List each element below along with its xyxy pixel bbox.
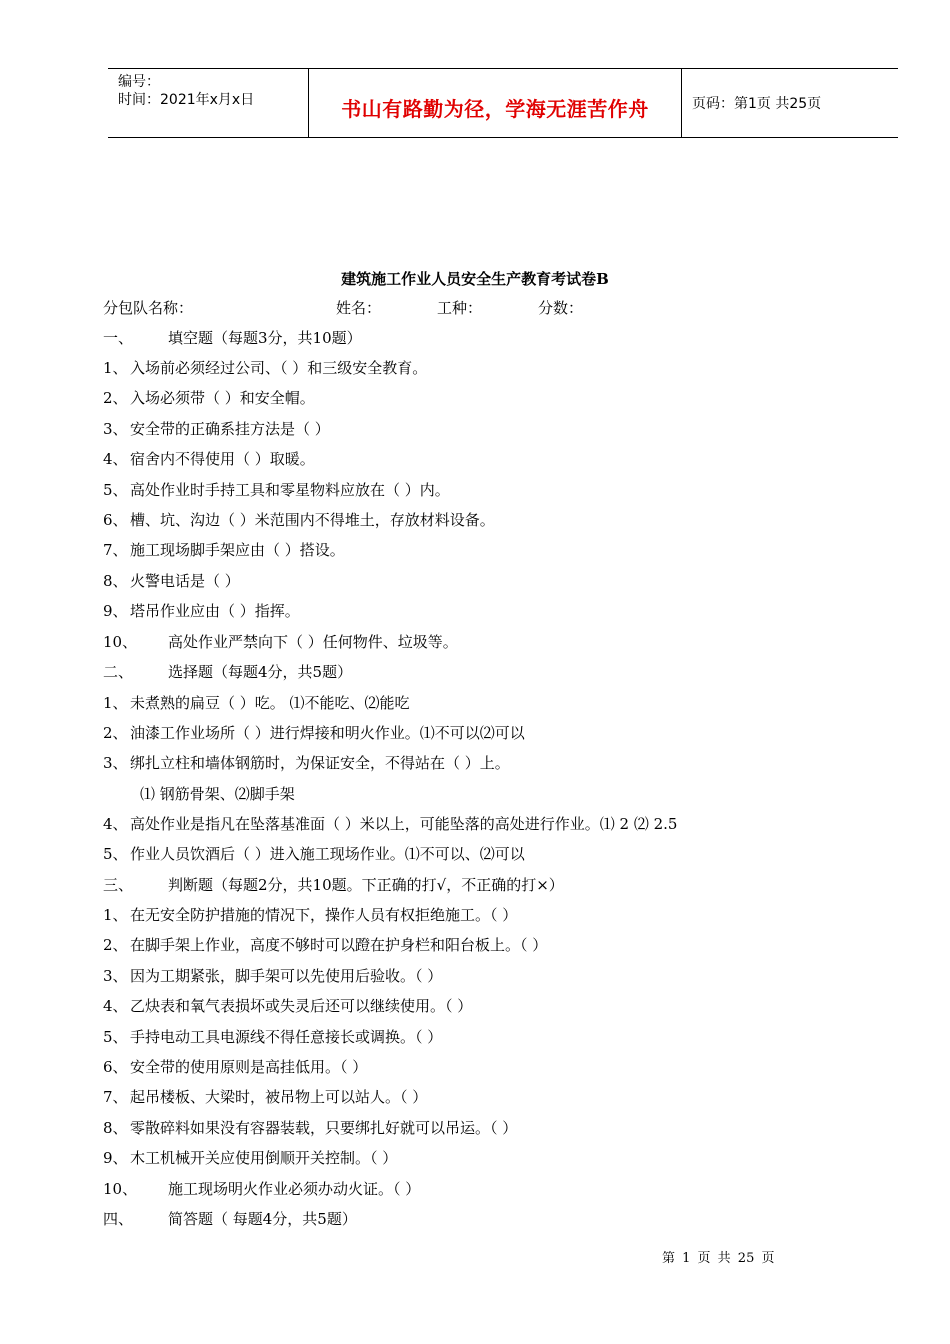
exam-title: 建筑施工作业人员安全生产教育考试卷B (341, 270, 609, 288)
item-text: 高处作业时手持工具和零星物料应放在（ ）内。 (130, 481, 450, 499)
item-number: 1、 (103, 694, 128, 712)
item-text: 手持电动工具电源线不得任意接长或调换。（ ） (130, 1028, 443, 1046)
item-number: 5、 (103, 1028, 128, 1046)
motto: 书山有路勤为径，学海无涯苦作舟 (341, 97, 649, 121)
item-number: 3、 (103, 967, 128, 985)
item-text: 在脚手架上作业，高度不够时可以蹬在护身栏和阳台板上。（ ） (130, 936, 548, 954)
team-name-field: 分包队名称： (103, 299, 194, 317)
item-number: 4、 (103, 450, 128, 468)
item-text: 入场前必须经过公司、（ ）和三级安全教育。 (130, 359, 428, 377)
item-text: 施工现场明火作业必须办动火证。（ ） (168, 1180, 421, 1198)
section-title: 简答题（ 每题4分，共5题） (168, 1210, 357, 1228)
page-footer: 第 1 页 共 25 页 (662, 1251, 775, 1266)
item-number: 2、 (103, 724, 128, 742)
item-number: 8、 (103, 1119, 128, 1137)
item-number: 1、 (103, 359, 128, 377)
score-field: 分数： (538, 299, 584, 317)
date-label: 时间：2021年x月x日 (118, 92, 255, 108)
item-number: 3、 (103, 754, 128, 772)
item-text: 因为工期紧张，脚手架可以先使用后验收。（ ） (130, 967, 443, 985)
section-number: 二、 (103, 663, 134, 681)
item-number: 5、 (103, 481, 128, 499)
item-text: 塔吊作业应由（ ）指挥。 (130, 602, 300, 620)
item-number: 5、 (103, 845, 128, 863)
item-number: 2、 (103, 389, 128, 407)
code-label: 编号： (118, 74, 160, 90)
item-text: 绑扎立柱和墙体钢筋时，为保证安全，不得站在（ ）上。 (130, 754, 510, 772)
item-text: 乙炔表和氧气表损坏或失灵后还可以继续使用。（ ） (130, 997, 473, 1015)
section-title: 选择题（每题4分，共5题） (168, 663, 353, 681)
item-number: 4、 (103, 997, 128, 1015)
item-text: 高处作业严禁向下（ ）任何物件、垃圾等。 (168, 633, 458, 651)
item-number: 6、 (103, 511, 128, 529)
item-number: 3、 (103, 420, 128, 438)
item-text: 火警电话是（ ） (130, 572, 240, 590)
item-number: 2、 (103, 936, 128, 954)
item-text: 入场必须带（ ）和安全帽。 (130, 389, 315, 407)
header-left-cell (108, 69, 309, 137)
document-header (108, 68, 898, 138)
item-text: 施工现场脚手架应由（ ）搭设。 (130, 541, 345, 559)
item-text: 宿舍内不得使用（ ）取暖。 (130, 450, 315, 468)
item-text: 安全带的正确系挂方法是（ ） (130, 420, 330, 438)
item-text: 高处作业是指凡在坠落基准面（ ）米以上，可能坠落的高处进行作业。⑴ 2 ⑵ 2.5 (130, 815, 678, 833)
trade-field: 工种： (437, 299, 483, 317)
item-text: 槽、坑、沟边（ ）米范围内不得堆土，存放材料设备。 (130, 511, 495, 529)
item-number: 1、 (103, 906, 128, 924)
header-middle-cell (309, 69, 682, 137)
item-number: 9、 (103, 1149, 128, 1167)
item-text: 未煮熟的扁豆（ ）吃。 ⑴不能吃、⑵能吃 (130, 694, 410, 712)
section-title: 判断题（每题2分，共10题。下正确的打√，不正确的打×） (168, 876, 564, 894)
name-field: 姓名： (336, 299, 382, 317)
header-right-cell (682, 69, 898, 137)
item-text: 作业人员饮酒后（ ）进入施工现场作业。⑴不可以、⑵可以 (130, 845, 525, 863)
item-number: 6、 (103, 1058, 128, 1076)
item-number: 4、 (103, 815, 128, 833)
item-text: 零散碎料如果没有容器装载，只要绑扎好就可以吊运。（ ） (130, 1119, 518, 1137)
item-text: 木工机械开关应使用倒顺开关控制。（ ） (130, 1149, 398, 1167)
item-number: 10、 (103, 1180, 138, 1198)
item-number: 8、 (103, 572, 128, 590)
section-number: 三、 (103, 876, 134, 894)
section-title: 填空题（每题3分，共10题） (168, 329, 362, 347)
section-number: 一、 (103, 329, 134, 347)
page-info: 页码：第1页 共25页 (692, 96, 822, 112)
item-text: 在无安全防护措施的情况下，操作人员有权拒绝施工。（ ） (130, 906, 518, 924)
item-number: 7、 (103, 541, 128, 559)
item-text: 安全带的使用原则是高挂低用。（ ） (130, 1058, 368, 1076)
section-number: 四、 (103, 1210, 134, 1228)
item-options: ⑴ 钢筋骨架、⑵脚手架 (140, 785, 295, 803)
item-number: 7、 (103, 1088, 128, 1106)
item-text: 油漆工作业场所（ ）进行焊接和明火作业。⑴不可以⑵可以 (130, 724, 525, 742)
item-number: 9、 (103, 602, 128, 620)
item-number: 10、 (103, 633, 138, 651)
item-text: 起吊楼板、大梁时，被吊物上可以站人。（ ） (130, 1088, 428, 1106)
